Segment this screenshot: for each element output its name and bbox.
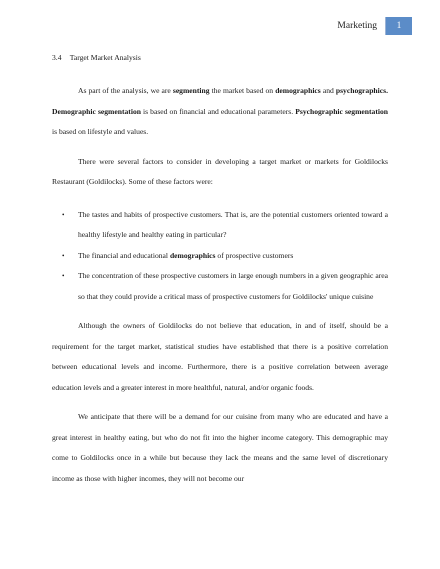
factors-list: [52, 205, 388, 308]
paragraph-factors-intro: There were several factors to consider in developing a target market or markets for Goldilocks Restaurant (Goldilocks). Some of these factors were:: [52, 156, 388, 186]
bold-term: Demographic segmentation: [52, 106, 141, 116]
paragraph-education-correlation: Although the owners of Goldilocks do not believe that education, in and of itself, should be a requirement for the target market, statistical studies have established that there is a positive correlation between educational levels and income. Furthermore, there is a positive correlation between average education levels and a greater interest in more healthful, natural, and/or organic foods.: [52, 321, 388, 392]
bold-term: segmenting: [172, 86, 210, 95]
bullet-icon: •: [62, 272, 65, 280]
paragraph-text: is based on financial and educational parameters.: [140, 106, 296, 116]
list-item-text-part: The financial and educational: [78, 250, 170, 260]
page-number-badge: 1: [386, 17, 412, 35]
paragraph-text: and: [320, 86, 336, 95]
list-item-text: The concentration of these prospective customers in large enough numbers in a given geographic area so that they could provide a critical mass of prospective customers for Goldilocks' unique cuisine: [78, 271, 388, 301]
list-item-text: [78, 251, 293, 260]
bold-term: demographics: [275, 86, 321, 95]
section-title: Target Market Analysis: [69, 53, 141, 62]
bullet-icon: •: [62, 210, 65, 219]
paragraph-text: is based on lifestyle and values.: [52, 127, 149, 136]
list-item-text-part: of prospective customers: [215, 250, 294, 260]
bullet-icon: •: [62, 251, 65, 260]
section-number: 3.4: [52, 53, 62, 62]
paragraph-segmentation: [52, 81, 388, 143]
document-body: [52, 52, 388, 489]
bold-term: psychographics.: [335, 86, 388, 95]
list-item-text: The tastes and habits of prospective customers. That is, are the potential customers oriented toward a healthy lifestyle and healthy eating in particular?: [78, 209, 388, 239]
bold-term: Psychographic segmentation: [295, 106, 388, 116]
paragraph-text: As part of the analysis, we are: [78, 86, 173, 95]
page-header: [337, 16, 412, 36]
list-item: [52, 266, 388, 307]
section-heading: [52, 52, 388, 63]
paragraph-demand: We anticipate that there will be a demand for our cuisine from many who are educated and have a great interest in healthy eating, but who do not fit into the higher income category. This demographic may come to Goldilocks once in a while but because they lack the means and the same level of discretionary income as those with higher incomes, they will not become our: [52, 412, 388, 483]
header-title: Marketing: [337, 21, 377, 31]
paragraph-text: the market based on: [209, 86, 276, 95]
list-item: [52, 205, 388, 246]
list-item: [52, 246, 388, 267]
bold-term: demographics: [169, 250, 216, 260]
